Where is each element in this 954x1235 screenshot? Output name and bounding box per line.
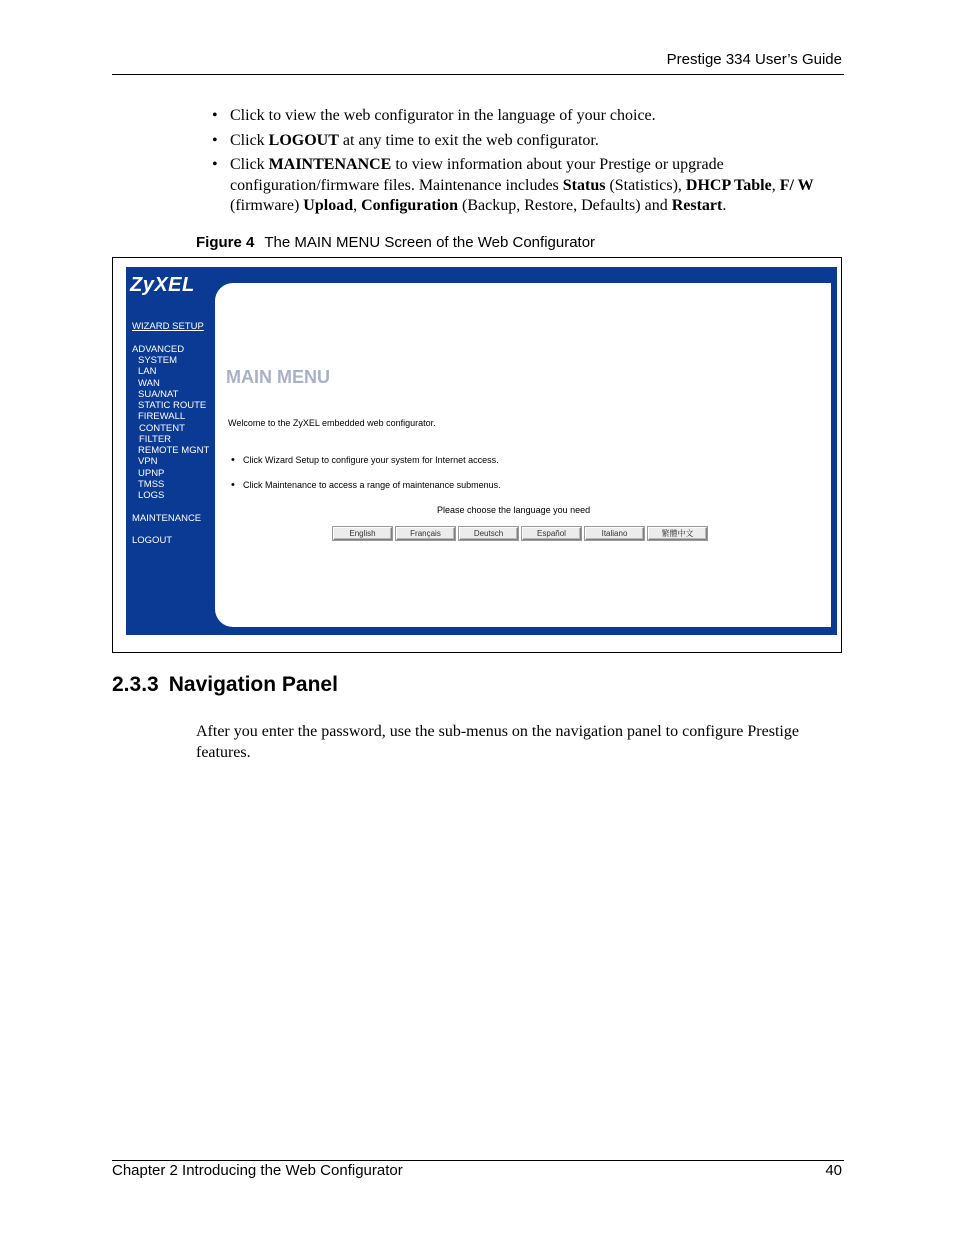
language-button-deutsch[interactable]: Deutsch: [459, 527, 518, 540]
nav-item-upnp[interactable]: UPNP: [138, 468, 165, 479]
nav-item-logs[interactable]: LOGS: [138, 490, 165, 501]
nav-wizard-setup[interactable]: WIZARD SETUP: [132, 321, 204, 332]
zyxel-logo: ZyXEL: [130, 274, 195, 296]
header-rule: [112, 74, 844, 75]
language-button-english[interactable]: English: [333, 527, 392, 540]
bullet-maintenance: • Click MAINTENANCE to view information about your Prestige or upgrade configuration/firmware files. Maintenance includes Status (Statistics), DHCP Table, F/ W (firmware) Upload, Configuration (Backup, Restore, Defaults) and Restart.: [212, 155, 842, 217]
nav-logout[interactable]: LOGOUT: [132, 535, 173, 546]
section-heading: [112, 673, 338, 697]
nav-item-wan[interactable]: WAN: [138, 378, 160, 389]
nav-item-filter[interactable]: FILTER: [139, 434, 172, 445]
running-header: Prestige 334 User’s Guide: [666, 51, 842, 68]
maintenance-hint: • Click Maintenance to access a range of maintenance submenus.: [229, 480, 501, 490]
main-content-panel: [215, 283, 831, 627]
nav-item-system[interactable]: SYSTEM: [138, 355, 178, 366]
nav-item-vpn[interactable]: VPN: [138, 456, 158, 467]
nav-item-sua-nat[interactable]: SUA/NAT: [138, 389, 179, 400]
page-number: 40: [825, 1162, 842, 1179]
welcome-text: Welcome to the ZyXEL embedded web configurator.: [228, 418, 436, 428]
bullet-list: [212, 106, 842, 221]
figure-caption: [196, 234, 595, 251]
footer-rule: [112, 1160, 844, 1161]
body-paragraph: After you enter the password, use the sub-menus on the navigation panel to configure Prestige features.: [196, 723, 799, 761]
bullet-logout: • Click LOGOUT at any time to exit the web configurator.: [212, 131, 842, 152]
language-button-chinese[interactable]: 繁體中文: [648, 527, 707, 540]
nav-item-lan[interactable]: LAN: [138, 366, 157, 377]
language-prompt: Please choose the language you need: [437, 505, 591, 515]
nav-maintenance[interactable]: MAINTENANCE: [132, 513, 202, 524]
nav-item-tmss[interactable]: TMSS: [138, 479, 165, 490]
language-button-italiano[interactable]: Italiano: [585, 527, 644, 540]
web-configurator-screen: [126, 267, 837, 635]
main-menu-title: MAIN MENU: [226, 367, 330, 387]
nav-item-remote-mgnt[interactable]: REMOTE MGNT: [138, 445, 210, 456]
section-number: 2.3.3: [112, 673, 159, 696]
nav-item-static-route[interactable]: STATIC ROUTE: [138, 400, 207, 411]
figure-caption-text: The MAIN MENU Screen of the Web Configurator: [264, 234, 596, 251]
language-buttons: [333, 527, 707, 540]
language-button-espanol[interactable]: Español: [522, 527, 581, 540]
footer-chapter: Chapter 2 Introducing the Web Configurator: [112, 1162, 403, 1179]
language-button-francais[interactable]: Français: [396, 527, 455, 540]
wizard-hint: • Click Wizard Setup to configure your system for Internet access.: [229, 455, 499, 465]
figure-screenshot: [112, 257, 842, 653]
section-title: Navigation Panel: [168, 673, 338, 696]
figure-label: Figure 4: [196, 234, 255, 251]
bullet-language: • Click to view the web configurator in the language of your choice.: [212, 106, 842, 127]
nav-advanced[interactable]: ADVANCED: [132, 344, 185, 355]
nav-item-firewall[interactable]: FIREWALL: [138, 411, 186, 422]
nav-item-content[interactable]: CONTENT: [139, 423, 185, 434]
